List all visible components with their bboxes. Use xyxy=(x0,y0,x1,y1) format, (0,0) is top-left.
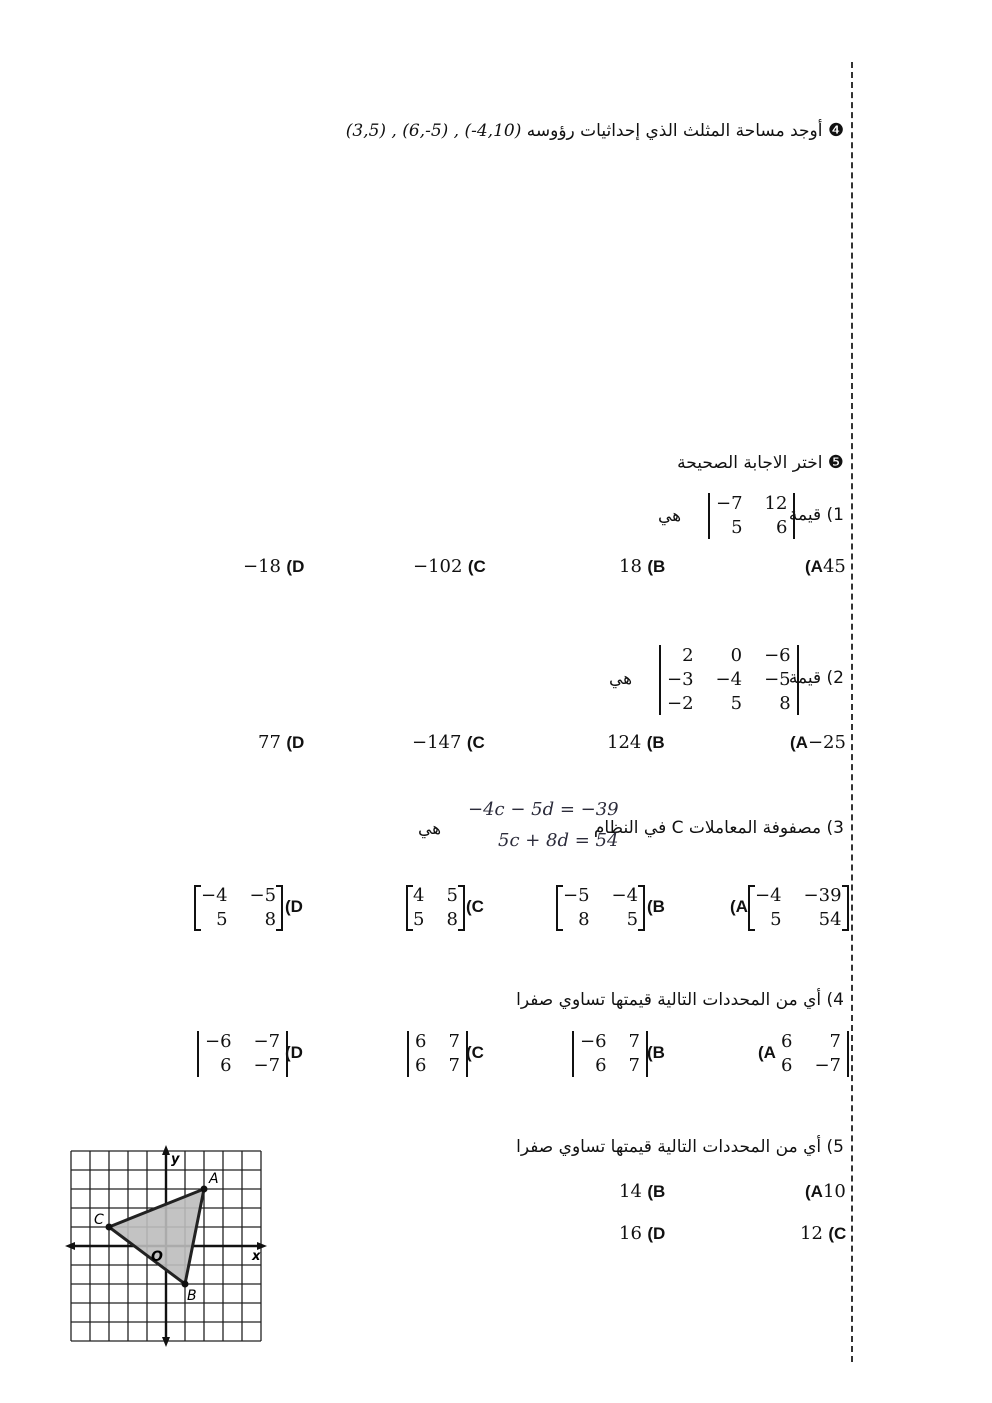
matrix-cell: 8 xyxy=(578,909,590,930)
option-value: 12 xyxy=(800,1223,823,1244)
triangle-grid-figure xyxy=(64,1144,270,1348)
item-3-equation-1: −4c − 5d = −39 xyxy=(468,799,619,820)
option-label: (D xyxy=(285,1043,303,1062)
option-value: 124 xyxy=(607,732,642,753)
item-5-option-a[interactable] xyxy=(805,1181,846,1202)
matrix-cell: 6 xyxy=(415,1031,427,1052)
option-label: (C xyxy=(466,733,485,752)
matrix-cell: 6 xyxy=(781,1055,793,1076)
option-value: 18 xyxy=(619,556,642,577)
matrix-cell: 8 xyxy=(264,909,277,930)
item-5-option-d[interactable] xyxy=(619,1223,665,1244)
question-4-number: ❹ xyxy=(827,120,844,141)
option-label: (D xyxy=(647,1224,666,1243)
item-4-option-a[interactable] xyxy=(758,1043,776,1063)
matrix-cell: −5 xyxy=(563,885,590,906)
option-label: (C xyxy=(828,1224,847,1243)
matrix-cell: 7 xyxy=(628,1055,640,1076)
option-label: (B xyxy=(647,557,666,576)
option-value: 45 xyxy=(822,556,846,577)
matrix-cell: −7 xyxy=(716,493,743,514)
item-3-option-d-matrix xyxy=(194,885,283,931)
matrix-cell: 5 xyxy=(413,909,425,930)
question-5-text: اختر الاجابة الصحيحة xyxy=(677,453,823,473)
matrix-cell: 8 xyxy=(446,909,458,930)
item-2-option-c[interactable] xyxy=(412,732,485,753)
matrix-cell: −7 xyxy=(253,1055,281,1076)
item-1-suffix: هي xyxy=(658,506,682,526)
matrix-cell: 7 xyxy=(829,1031,841,1052)
option-value: 14 xyxy=(619,1181,642,1202)
matrix-cell: 5 xyxy=(731,517,743,538)
option-label: (B xyxy=(647,1043,665,1062)
item-3-option-b[interactable] xyxy=(647,897,665,917)
question-5-number: ❺ xyxy=(827,452,844,473)
option-value: 77 xyxy=(258,732,281,753)
option-label: (C xyxy=(466,897,484,916)
matrix-cell: −6 xyxy=(205,1031,232,1052)
option-label: (B xyxy=(646,733,665,752)
matrix-cell: −39 xyxy=(803,885,842,906)
item-4-option-d-determinant xyxy=(197,1031,288,1077)
option-label: (C xyxy=(467,557,486,576)
item-3-option-c[interactable] xyxy=(466,897,484,917)
option-value: −25 xyxy=(807,732,846,753)
vertex-label: A xyxy=(209,1171,219,1187)
item-2-suffix: هي xyxy=(609,669,633,689)
item-3-prompt: 3) مصفوفة المعاملات C في النظام xyxy=(593,818,844,838)
question-4-text: أوجد مساحة المثلث الذي إحداثيات رؤوسه xyxy=(526,121,823,141)
option-label: (B xyxy=(647,897,665,916)
option-value: 10 xyxy=(822,1181,846,1202)
item-3-equation-2: 5c + 8d = 54 xyxy=(498,830,619,851)
vertex-point xyxy=(106,1224,113,1231)
item-4-option-b[interactable] xyxy=(647,1043,665,1063)
matrix-cell: −4 xyxy=(201,885,228,906)
option-label: (D xyxy=(286,733,305,752)
option-value: −147 xyxy=(412,732,462,753)
item-4-option-d[interactable] xyxy=(285,1043,303,1063)
option-label: (A xyxy=(730,897,748,916)
origin-label: O xyxy=(151,1249,163,1265)
matrix-cell: −4 xyxy=(611,885,639,906)
option-label: (C xyxy=(466,1043,484,1062)
matrix-cell: 54 xyxy=(818,909,842,930)
question-4 xyxy=(346,120,844,141)
matrix-cell: 12 xyxy=(764,493,788,514)
item-2-option-d[interactable] xyxy=(258,732,304,753)
item-5-option-b[interactable] xyxy=(619,1181,665,1202)
option-label: (A xyxy=(805,1182,823,1201)
matrix-cell: 5 xyxy=(730,693,743,714)
matrix-cell: 0 xyxy=(730,645,743,666)
matrix-cell: 5 xyxy=(216,909,228,930)
option-label: (D xyxy=(286,557,305,576)
matrix-cell: −3 xyxy=(667,669,694,690)
vertex-label: B xyxy=(187,1288,197,1304)
matrix-cell: 5 xyxy=(446,885,458,906)
matrix-cell: −5 xyxy=(249,885,277,906)
item-1-determinant xyxy=(708,493,795,539)
item-3-suffix: هي xyxy=(418,819,442,839)
vertex-label: C xyxy=(94,1212,104,1228)
matrix-cell: 6 xyxy=(415,1055,427,1076)
item-2-prompt: 2) قيمة xyxy=(788,668,844,688)
vertex-point xyxy=(182,1281,189,1288)
option-label: (A xyxy=(790,733,808,752)
y-axis-label: y xyxy=(171,1152,180,1167)
option-label: (B xyxy=(647,1182,666,1201)
option-value: −102 xyxy=(413,556,463,577)
item-4-option-c[interactable] xyxy=(466,1043,484,1063)
item-5-prompt: 5) أي من المحددات التالية قيمتها تساوي صفرا xyxy=(516,1137,844,1157)
item-1-prompt: 1) قيمة xyxy=(788,505,844,525)
y-axis-arrow-down xyxy=(162,1337,170,1347)
triangle-abc xyxy=(109,1189,204,1284)
matrix-cell: −4 xyxy=(755,885,782,906)
matrix-cell: −7 xyxy=(253,1031,281,1052)
option-label: (D xyxy=(285,897,303,916)
matrix-cell: 6 xyxy=(220,1055,232,1076)
item-1-option-b[interactable] xyxy=(619,556,665,577)
item-4-option-b-determinant xyxy=(572,1031,648,1077)
matrix-cell: −4 xyxy=(715,669,743,690)
matrix-cell: 7 xyxy=(448,1031,460,1052)
item-3-option-b-matrix xyxy=(556,885,645,931)
x-axis-label: x xyxy=(252,1249,261,1264)
cut-line xyxy=(851,62,853,1362)
item-2-option-a[interactable] xyxy=(790,732,846,753)
matrix-cell: 7 xyxy=(628,1031,640,1052)
item-3-option-a[interactable] xyxy=(730,897,748,917)
matrix-cell: −2 xyxy=(667,693,694,714)
item-5-option-c[interactable] xyxy=(800,1223,846,1244)
item-2-determinant xyxy=(659,645,799,715)
item-1-option-c[interactable] xyxy=(413,556,486,577)
question-4-vertices: (3,5) , (6,-5) , (-4,10) xyxy=(345,121,522,141)
option-label: (A xyxy=(805,557,823,576)
matrix-cell: 5 xyxy=(770,909,782,930)
matrix-cell: 7 xyxy=(448,1055,460,1076)
item-2-option-b[interactable] xyxy=(607,732,665,753)
item-1-option-a[interactable] xyxy=(805,556,846,577)
option-value: 16 xyxy=(619,1223,642,1244)
matrix-cell: −5 xyxy=(764,669,791,690)
item-3-option-c-matrix xyxy=(406,885,465,931)
matrix-cell: 5 xyxy=(626,909,639,930)
matrix-cell: 8 xyxy=(779,693,791,714)
item-1-option-d[interactable] xyxy=(243,556,304,577)
option-value: −18 xyxy=(243,556,281,577)
matrix-cell: 2 xyxy=(682,645,694,666)
matrix-cell: 6 xyxy=(595,1055,607,1076)
item-4-option-a-determinant xyxy=(775,1031,849,1077)
vertex-point xyxy=(201,1186,208,1193)
matrix-cell: −7 xyxy=(814,1055,841,1076)
y-axis-arrow-up xyxy=(162,1145,170,1155)
item-3-option-d[interactable] xyxy=(285,897,303,917)
x-axis-arrow-left xyxy=(65,1242,75,1250)
matrix-cell: −6 xyxy=(580,1031,607,1052)
item-3-option-a-matrix xyxy=(748,885,849,931)
question-5 xyxy=(677,452,844,473)
item-4-option-c-determinant xyxy=(407,1031,468,1077)
matrix-cell: 4 xyxy=(413,885,425,906)
matrix-cell: 6 xyxy=(776,517,788,538)
item-4-prompt: 4) أي من المحددات التالية قيمتها تساوي صفرا xyxy=(516,990,844,1010)
matrix-cell: −6 xyxy=(764,645,791,666)
option-label: (A xyxy=(758,1043,776,1062)
matrix-cell: 6 xyxy=(781,1031,793,1052)
